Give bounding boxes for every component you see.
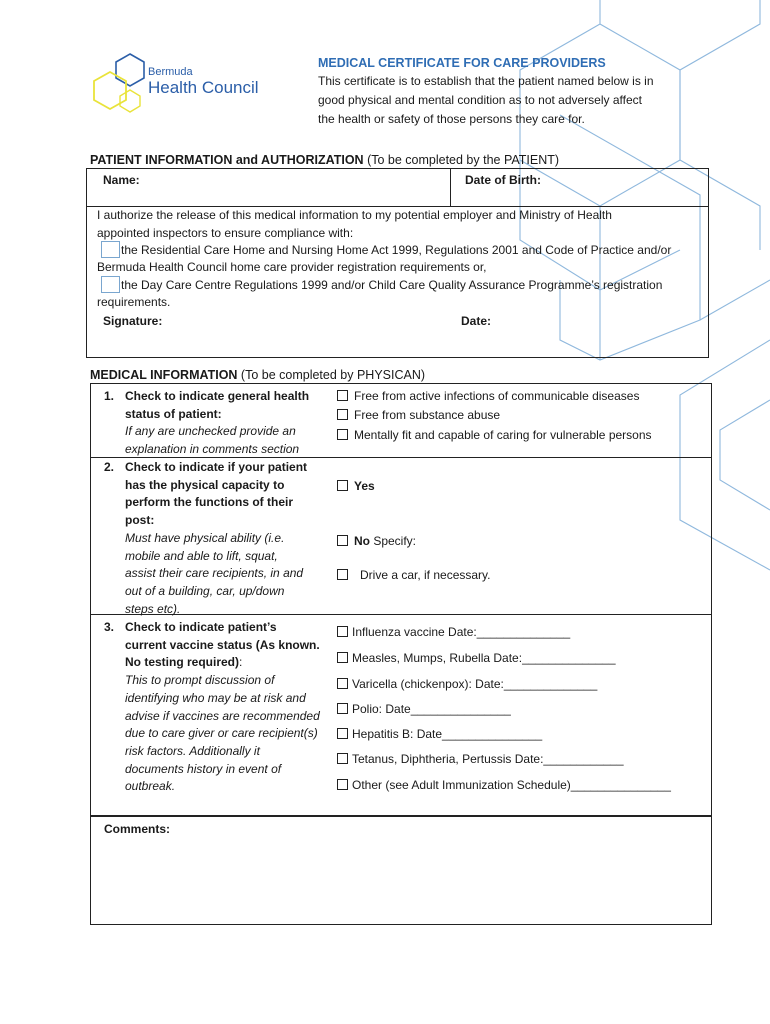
day-care-option-line2: requirements. — [97, 295, 171, 309]
q2-line1: Check to indicate if your patient — [125, 460, 308, 474]
q2-line2: has the physical capacity to — [125, 477, 285, 492]
q2-line4: post: — [125, 513, 155, 528]
q3-line3-end: : — [239, 655, 243, 670]
q1-option-label: Free from active infections of communicable diseases — [354, 389, 640, 403]
q2-question — [125, 459, 340, 618]
vaccine-label: Measles, Mumps, Rubella Date:______________ — [352, 651, 616, 665]
q2-note2: mobile and able to lift, squat, — [125, 548, 278, 563]
q3-line3: No testing required) — [125, 655, 240, 670]
q1-note1: If any are unchecked provide an — [125, 424, 296, 439]
checkbox-icon[interactable] — [337, 652, 348, 663]
q2-option-drive[interactable] — [337, 568, 491, 582]
vaccine-influenza[interactable] — [337, 625, 570, 639]
q3-note6: documents history in event of — [125, 761, 282, 776]
q2-option-no[interactable] — [337, 534, 416, 548]
checkbox-icon[interactable] — [337, 728, 348, 739]
q1-line1: Check to indicate general health — [125, 389, 310, 403]
header-desc-line2: good physical and mental condition as to not adversely affect — [318, 93, 642, 107]
checkbox-icon[interactable] — [337, 678, 348, 689]
q1-line2: status of patient: — [125, 406, 222, 421]
vaccine-tdap[interactable] — [337, 752, 624, 766]
q1-question — [125, 388, 335, 459]
vaccine-label: Hepatitis B: Date_______________ — [352, 727, 543, 741]
comments-box[interactable] — [90, 815, 712, 925]
q1-option-infections[interactable] — [337, 389, 639, 403]
patient-dob-divider — [450, 168, 451, 206]
q2-yes-label: Yes — [354, 479, 375, 493]
patient-section-title-bold: PATIENT INFORMATION and AUTHORIZATION — [90, 153, 364, 167]
checkbox-icon[interactable] — [337, 390, 348, 401]
vaccine-label: Influenza vaccine Date:______________ — [352, 625, 571, 639]
q3-note2: identifying who may be at risk and — [125, 690, 306, 705]
q1-option-label: Mentally fit and capable of caring for vulnerable persons — [354, 428, 652, 442]
patient-section-title — [90, 153, 559, 167]
q2-note4: out of a building, car, up/down — [125, 583, 285, 598]
q3-number: 3. — [104, 620, 115, 634]
signature-date-label: Date: — [461, 314, 492, 328]
page-title: MEDICAL CERTIFICATE FOR CARE PROVIDERS — [318, 56, 606, 70]
checkbox-icon[interactable] — [337, 429, 348, 440]
checkbox-icon[interactable] — [337, 779, 348, 790]
checkbox-icon[interactable] — [337, 703, 348, 714]
auth-line2: appointed inspectors to ensure compliance with: — [97, 225, 354, 240]
q1-option-label: Free from substance abuse — [354, 408, 501, 422]
q2-no-label: No — [354, 534, 370, 548]
authorization-text — [97, 207, 702, 242]
vaccine-mmr[interactable] — [337, 651, 616, 665]
logo-hexagon-icon — [90, 50, 150, 116]
header-desc-line3: the health or safety of those persons they care for. — [318, 112, 585, 126]
q1-note2: explanation in comments section — [125, 442, 300, 457]
vaccine-polio[interactable] — [337, 702, 511, 716]
logo-line2: Health Council — [148, 78, 259, 97]
vaccine-label: Varicella (chickenpox): Date:______________ — [352, 677, 598, 691]
q2-specify-label: Specify: — [370, 534, 417, 548]
q1-number: 1. — [104, 389, 115, 403]
q3-line1: Check to indicate patient’s — [125, 620, 277, 634]
signature-label: Signature: — [103, 314, 163, 328]
patient-section-title-note: (To be completed by the PATIENT) — [363, 153, 560, 167]
day-care-checkbox[interactable] — [101, 276, 120, 293]
logo — [90, 50, 270, 120]
auth-line1: I authorize the release of this medical information to my potential employer and Ministry of Health — [97, 208, 612, 222]
residential-care-option-line1: the Residential Care Home and Nursing Home Act 1999, Regulations 2001 and Code of Practice and/or — [121, 243, 672, 257]
medical-section-title-bold: MEDICAL INFORMATION — [90, 368, 238, 382]
vaccine-label: Other (see Adult Immunization Schedule)_______________ — [352, 778, 671, 792]
dob-label: Date of Birth: — [465, 173, 541, 187]
q2-note3: assist their care recipients, in and — [125, 566, 304, 581]
checkbox-icon[interactable] — [337, 626, 348, 637]
q3-note5: risk factors. Additionally it — [125, 743, 260, 758]
q3-line2: current vaccine status (As known. — [125, 637, 320, 652]
checkbox-icon[interactable] — [337, 409, 348, 420]
q1-option-substance[interactable] — [337, 408, 500, 422]
checkbox-icon[interactable] — [337, 535, 348, 546]
medical-section-title-note: (To be completed by PHYSICAN) — [237, 368, 426, 382]
medical-section-title — [90, 368, 425, 382]
q2-note5: steps etc). — [125, 601, 181, 616]
q3-question — [125, 619, 340, 796]
q3-note1: This to prompt discussion of — [125, 673, 275, 688]
q2-number: 2. — [104, 460, 115, 474]
q2-note1: Must have physical ability (i.e. — [125, 530, 285, 545]
q2-option-yes[interactable] — [337, 479, 375, 493]
q3-note3: advise if vaccines are recommended — [125, 708, 320, 723]
comments-label: Comments: — [104, 822, 171, 836]
name-label: Name: — [103, 173, 140, 187]
day-care-option-line1: the Day Care Centre Regulations 1999 and/or Child Care Quality Assurance Programme’s registration — [121, 278, 663, 292]
residential-care-option-line2: Bermuda Health Council home care provider registration requirements or, — [97, 260, 487, 274]
logo-line1: Bermuda — [148, 66, 193, 78]
q2-line3: perform the functions of their — [125, 495, 293, 510]
vaccine-label: Polio: Date_______________ — [352, 702, 511, 716]
q2-drive-label: Drive a car, if necessary. — [360, 568, 491, 582]
vaccine-label: Tetanus, Diphtheria, Pertussis Date:____________ — [352, 752, 624, 766]
checkbox-icon[interactable] — [337, 753, 348, 764]
vaccine-other[interactable] — [337, 778, 671, 792]
vaccine-varicella[interactable] — [337, 677, 597, 691]
q1-option-mentally-fit[interactable] — [337, 428, 652, 442]
vaccine-hepatitis-b[interactable] — [337, 727, 542, 741]
residential-care-checkbox[interactable] — [101, 241, 120, 258]
header-description — [318, 72, 698, 129]
q3-note4: due to care giver or care recipient(s) — [125, 726, 318, 741]
checkbox-icon[interactable] — [337, 569, 348, 580]
header-desc-line1: This certificate is to establish that the patient named below is in — [318, 74, 654, 88]
q3-note7: outbreak. — [125, 779, 176, 794]
checkbox-icon[interactable] — [337, 480, 348, 491]
